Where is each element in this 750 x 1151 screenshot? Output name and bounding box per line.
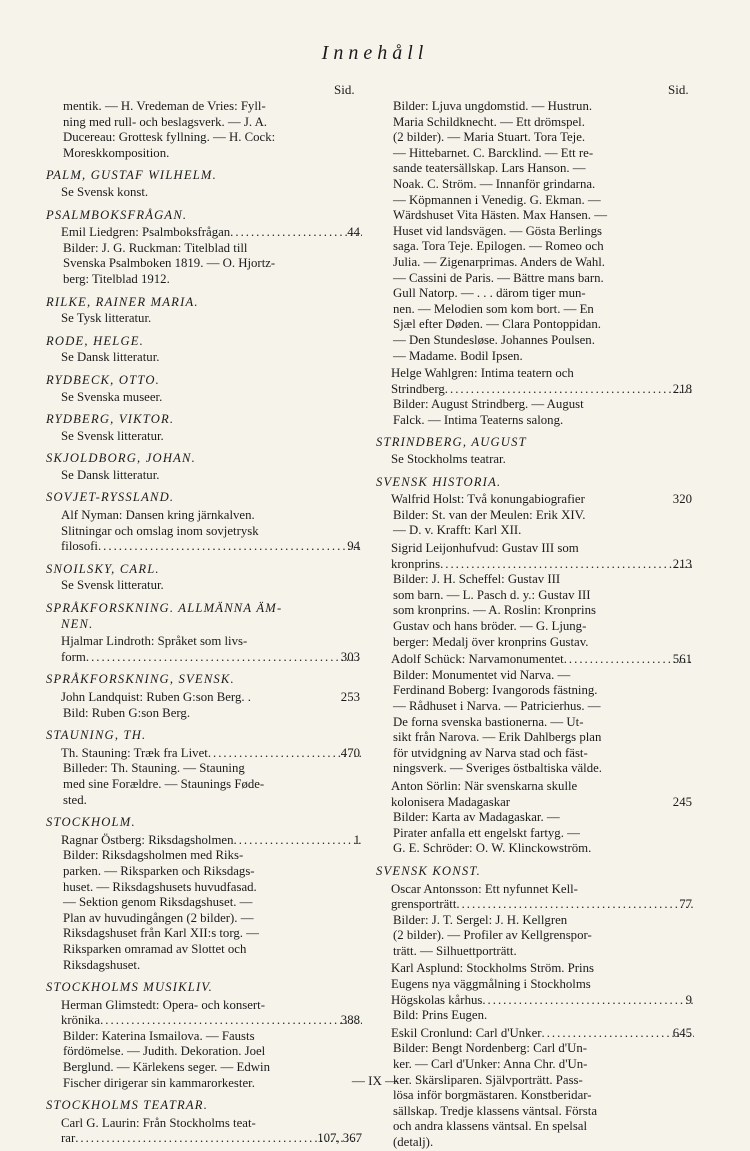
index-entry: Ragnar Östberg: Riksdagsholmen ..... 1: [46, 833, 362, 849]
right-column: [376, 99, 694, 1151]
illustration-list: Bilder: Karta av Madagaskar. — Pirater anfalla ett engelskt fartyg. — G. E. Schröder: O. W. Klinckowström.: [393, 810, 592, 856]
page-number: 218: [672, 381, 692, 396]
left-column: [46, 99, 362, 1147]
see-reference: Se Tysk litteratur.: [61, 311, 152, 326]
index-entry: John Landquist: Ruben G:son Berg. . 253: [61, 690, 360, 704]
page-number: 470: [340, 745, 360, 760]
index-heading: STAUNING, TH.: [46, 728, 147, 743]
page-number: 253: [340, 690, 360, 704]
page-footer: — IX —: [351, 1073, 399, 1088]
see-reference: Se Dansk litteratur.: [61, 350, 160, 365]
illustration-list: Bilder: Bengt Nordenberg: Carl d'Un- ker. — Carl d'Unker: Anna Chr. d'Un- ker. Skärsliparen. Självporträtt. Pass- lösa inför borgmästaren. Konstberidar- sällskap. Tredje klassens väntsal. Första och andra klassens väntsal. En spelsal (detalj).: [393, 1041, 598, 1149]
page-number: 561: [672, 652, 692, 667]
index-entry: Sigrid Leijonhufvud: Gustav III som kronprins ..... 213: [376, 541, 694, 572]
see-reference: Se Svensk konst.: [61, 184, 149, 199]
index-entry: Th. Stauning: Træk fra Livet ..... 470: [46, 746, 362, 762]
index-entry: Adolf Schück: Narvamonumentet ..... 561: [376, 652, 694, 668]
index-entry: Helge Wahlgren: Intima teatern och Strindberg ..... 218: [376, 366, 694, 397]
illustration-list: Bilder: Ljuva ungdomstid. — Hustrun. Maria Schildknecht. — Ett drömspel. (2 bilder). — Maria Stuart. Tora Teje. — Hittebarnet. C. Barcklind. — Ett re- sande teatersällskap. Lars Hanson. — Noak. C. Ström. — Innanför grindarna. — Köpmannen i Venedig. G. Ekman. — Wärdshuset Vita Hästen. Max Hansen. — Huset vid landsvägen. — Gösta Berlings saga. Tora Teje. Epilogen. — Romeo och Julia. — Zigenarprimas. Anders de Wahl. — Cassini de Paris. — Bättre mans barn. Gull Natorp. — . . . därom tiger mun- nen. — Melodien som kom bort. — En Sjæl efter Døden. — Clara Pontoppidan. — Den Stundesløse. Johannes Poulsen. — Madame. Bodil Ipsen.: [393, 99, 608, 363]
page-number: 77: [679, 897, 692, 912]
see-reference: Se Dansk litteratur.: [61, 467, 160, 482]
page-number: 1: [353, 832, 360, 847]
index-heading: PSALMBOKSFRÅGAN.: [46, 207, 188, 222]
illustration-list: Billeder: Th. Stauning. — Stauning med sine Forældre. — Staunings Føde- sted.: [63, 761, 265, 807]
index-entry: Karl Asplund: Stockholms Ström. Prins Eugens nya väggmålning i Stockholms Högskolas kårhus ..... 9: [376, 961, 694, 1008]
continued-text: mentik. — H. Vredeman de Vries: Fyll- ning med rull- och beslagsverk. — J. A. Ducereau: Grottesk fyllning. — H. Cock: Moreskkomposition.: [63, 99, 276, 160]
see-reference: Se Svenska museer.: [61, 389, 163, 404]
page-number: 320: [672, 492, 692, 507]
illustration-list: Bild: Prins Eugen.: [393, 1008, 488, 1023]
index-entry: Herman Glimstedt: Opera- och konsert- krönika ..... 388: [46, 998, 362, 1029]
page-number: 44: [347, 225, 360, 240]
index-heading: SNOILSKY, CARL.: [46, 561, 160, 576]
see-reference: Se Stockholms teatrar.: [391, 452, 506, 467]
index-heading: SPRÅKFORSKNING. ALLMÄNNA ÄM- NEN.: [46, 601, 283, 631]
index-entry: Eskil Cronlund: Carl d'Unker ..... 645: [376, 1026, 694, 1042]
illustration-list: Bilder: Katerina Ismailova. — Fausts fördömelse. — Judith. Dekoration. Joel Berglund. — Kärlekens seger. — Edwin Fischer dirigerar sin kammarorkester.: [63, 1028, 270, 1090]
index-heading: SVENSK HISTORIA.: [376, 474, 502, 489]
page-number: 107, 367: [317, 1131, 362, 1146]
index-heading: SKJOLDBORG, JOHAN.: [46, 451, 196, 466]
illustration-list: Bilder: St. van der Meulen: Erik XIV. — D. v. Krafft: Karl XII.: [393, 507, 586, 538]
index-heading: STOCKHOLMS TEATRAR.: [46, 1098, 209, 1113]
see-reference: Se Svensk litteratur.: [61, 578, 164, 593]
illustration-list: Bilder: J. H. Scheffel: Gustav III som barn. — L. Pasch d. y.: Gustav III som kronprins. — A. Roslin: Kronprins Gustav och hans bröder. — G. Ljung- berger: Medalj över kronprins Gustav.: [393, 572, 596, 649]
index-heading: SOVJET-RYSSLAND.: [46, 490, 175, 505]
illustration-list: Bilder: Monumentet vid Narva. — Ferdinand Boberg: Ivangorods fästning. — Rådhuset i Narva. — Patricierhus. — De forna svenska bastionerna. — Ut- sikt från Narova. — Erik Dahlbergs plan för utvidgning av Narva stad och fäst- ningsverk. — Sveriges östbaltiska välde.: [393, 667, 602, 776]
index-entry: Alf Nyman: Dansen kring järnkalven. Slitningar och omslag inom sovjetrysk filosofi ..... 94: [46, 508, 362, 555]
page-number: 645: [672, 1025, 692, 1040]
index-heading: SPRÅKFORSKNING, SVENSK.: [46, 672, 235, 687]
page-number: 245: [672, 794, 692, 809]
index-heading: SVENSK KONST.: [376, 863, 481, 878]
index-entry: Hjalmar Lindroth: Språket som livs- form ..... 303: [46, 634, 362, 665]
index-heading: RYDBERG, VIKTOR.: [46, 412, 175, 427]
illustration-list: Bild: Ruben G:son Berg.: [63, 705, 191, 720]
illustration-list: Bilder: J. G. Ruckman: Titelblad till Svenska Psalmboken 1819. — O. Hjortz- berg: Titelblad 1912.: [63, 240, 276, 286]
index-heading: RILKE, RAINER MARIA.: [46, 294, 199, 309]
page-number: 9: [685, 992, 692, 1007]
index-heading: PALM, GUSTAF WILHELM.: [46, 168, 217, 183]
index-entry: Emil Liedgren: Psalmboksfrågan ..... 44: [46, 225, 362, 241]
page-title: Innehåll: [321, 42, 429, 64]
index-entry: Walfrid Holst: Två konungabiografier 320: [391, 492, 692, 507]
page-number: 303: [340, 649, 360, 664]
page-number: 213: [672, 556, 692, 571]
page-number: 388: [340, 1013, 360, 1028]
index-heading: STOCKHOLM.: [46, 815, 136, 830]
illustration-list: Bilder: August Strindberg. — August Falck. — Intima Teaterns salong.: [393, 397, 584, 427]
index-entry: Anton Sörlin: När svenskarna skulle kolonisera Madagaskar 245: [391, 778, 692, 809]
page-column-label-left: Sid.: [334, 82, 355, 97]
index-heading: STRINDBERG, AUGUST: [376, 435, 527, 450]
illustration-list: Bilder: J. T. Sergel: J. H. Kellgren (2 bilder). — Profiler av Kellgrenspor- trätt. — Silhuettporträtt.: [393, 912, 592, 958]
index-heading: RODE, HELGE.: [46, 333, 144, 348]
index-heading: RYDBECK, OTTO.: [46, 372, 160, 387]
page-column-label-right: Sid.: [668, 82, 689, 97]
index-entry: Oscar Antonsson: Ett nyfunnet Kell- grensporträtt ..... 77: [376, 882, 694, 913]
see-reference: Se Svensk litteratur.: [61, 428, 164, 443]
illustration-list: Bilder: Riksdagsholmen med Riks- parken. — Riksparken och Riksdags- huset. — Riksdagshusets huvudfasad. — Sektion genom Riksdagshuset. — Plan av huvudingången (2 bilder). — Riksdagshuset från Karl XII:s torg. — Riksparken omramad av Slottet och Riksdagshuset.: [63, 848, 259, 972]
page-number: 94: [347, 539, 360, 554]
index-entry: Carl G. Laurin: Från Stockholms teat- rar ..... 107, 367: [46, 1116, 362, 1147]
index-heading: STOCKHOLMS MUSIKLIV.: [46, 980, 213, 995]
